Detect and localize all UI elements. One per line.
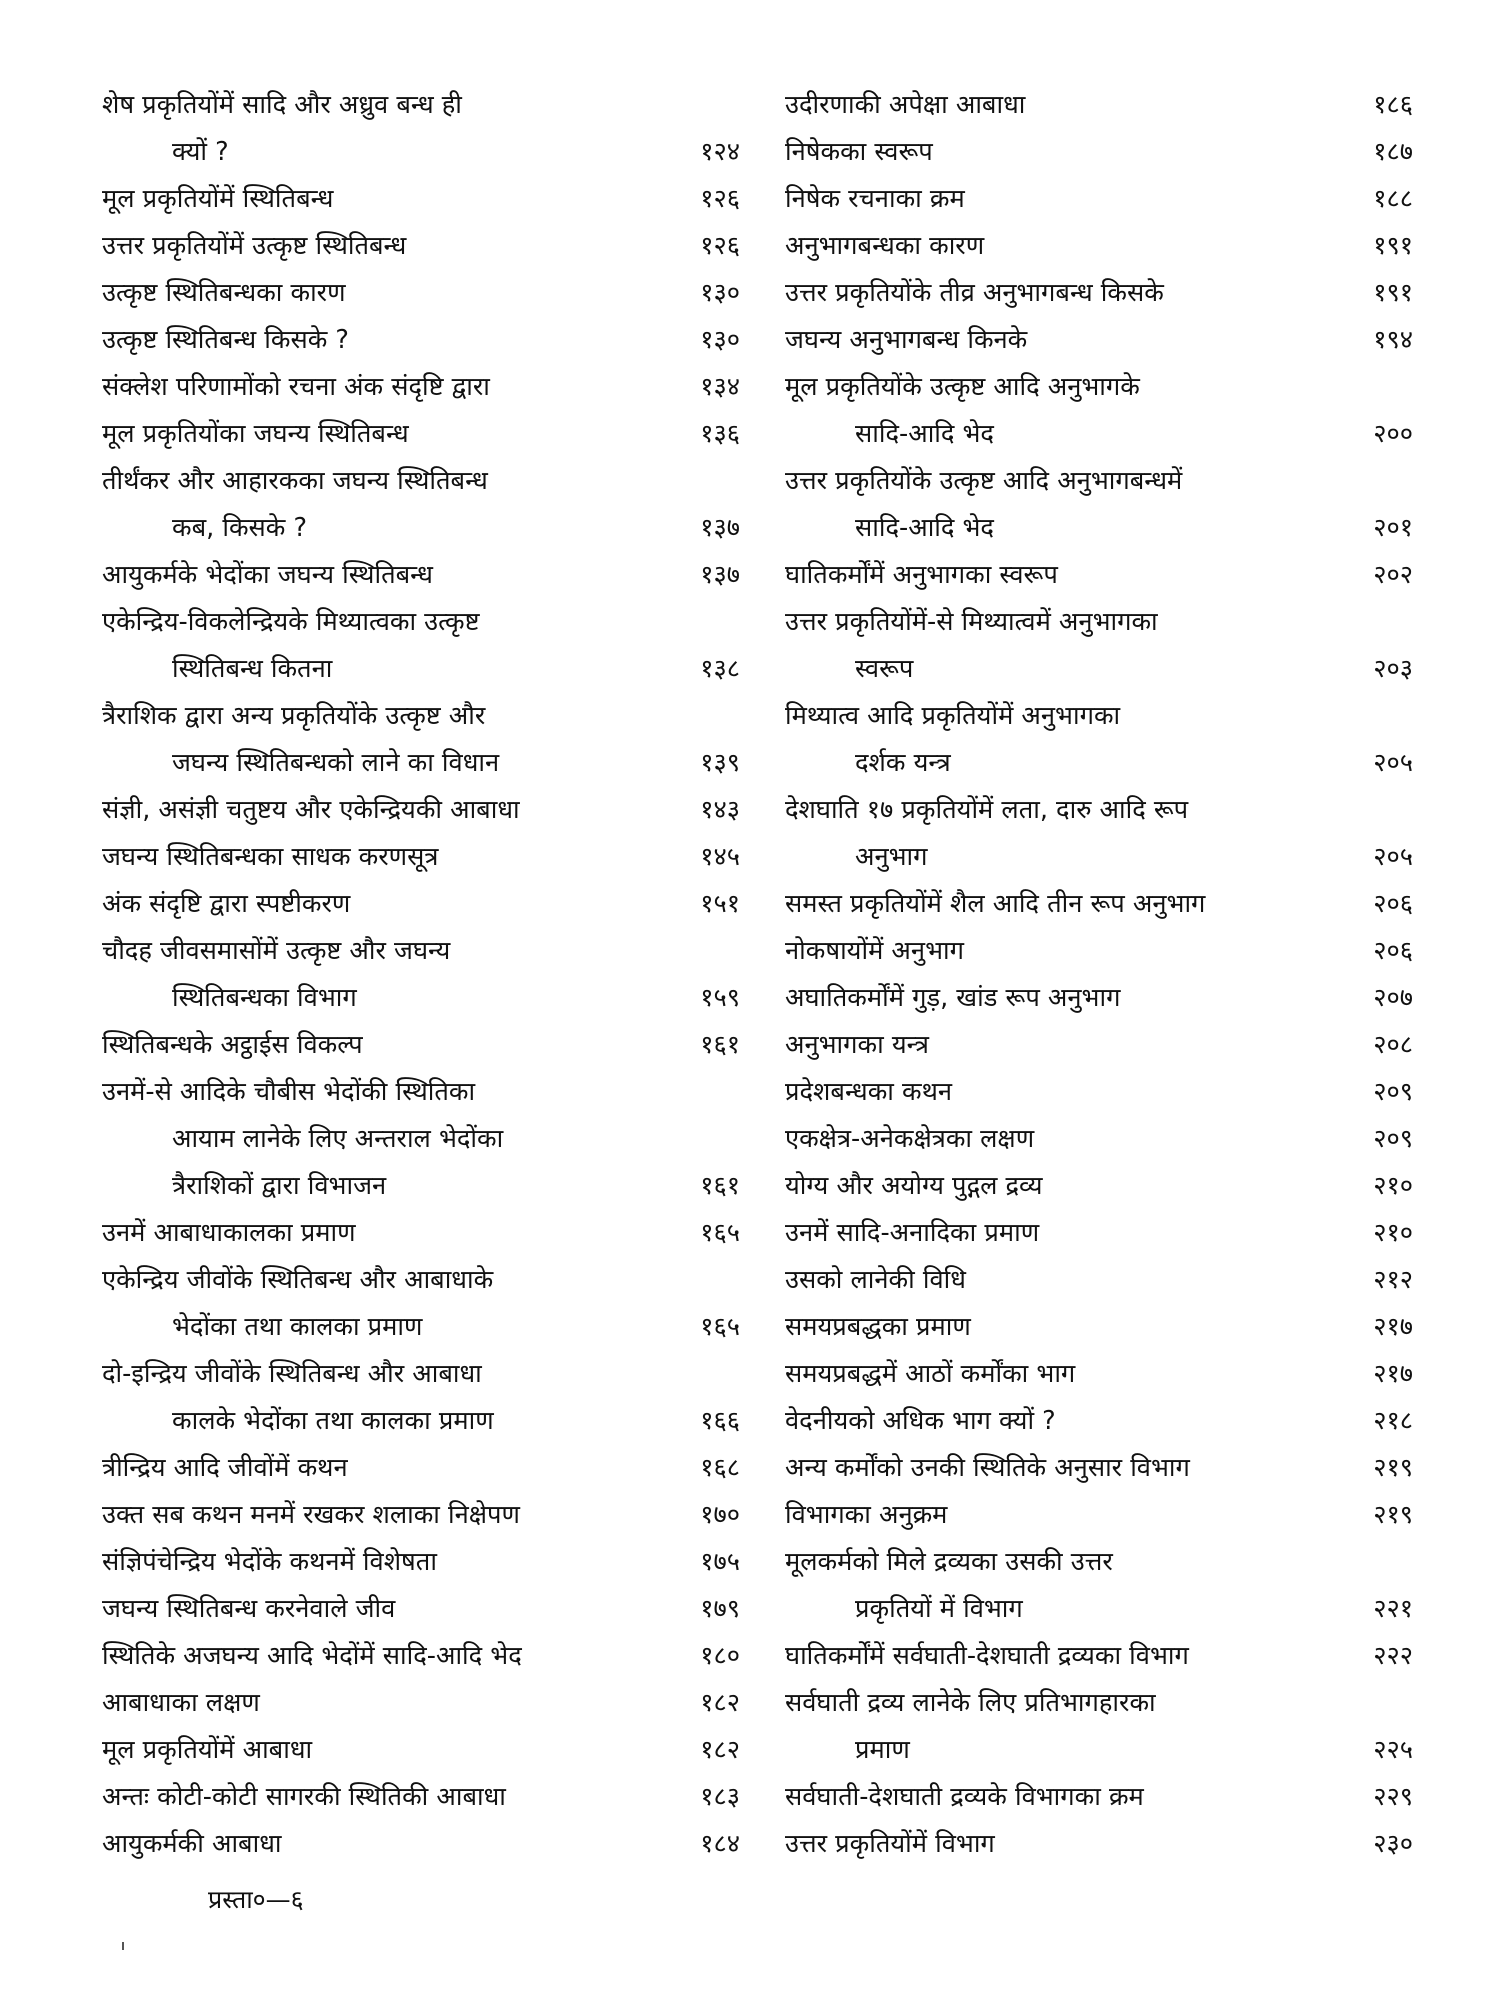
toc-entry-title: मूल प्रकृतियोंका जघन्य स्थितिबन्ध <box>102 419 409 449</box>
toc-entry-title: मूल प्रकृतियोंमें आबाधा <box>102 1735 313 1765</box>
toc-entry <box>102 1492 740 1539</box>
toc-page-number: २२१ <box>1373 1594 1413 1624</box>
toc-entry-line <box>785 1727 1413 1774</box>
toc-page-number: २१९ <box>1373 1453 1413 1483</box>
toc-page-number: १३६ <box>700 419 740 449</box>
toc-entry-title: उत्तर प्रकृतियोंमें विभाग <box>785 1829 995 1859</box>
toc-entry-line <box>785 693 1413 740</box>
toc-entry <box>785 1069 1413 1116</box>
toc-entry <box>785 1774 1413 1821</box>
toc-entry-title: उत्तर प्रकृतियोंमें-से मिथ्यात्वमें अनुभागका <box>785 607 1158 637</box>
toc-entry-line <box>102 928 740 975</box>
toc-entry-line <box>102 317 740 364</box>
toc-page-number: २०९ <box>1373 1077 1413 1107</box>
toc-entry <box>102 1445 740 1492</box>
toc-entry-line <box>102 787 740 834</box>
toc-page-number: २२९ <box>1373 1782 1413 1812</box>
toc-entry-line <box>785 176 1413 223</box>
toc-page-number: १६१ <box>700 1171 740 1201</box>
toc-entry-line <box>102 1116 740 1163</box>
toc-entry-line <box>785 740 1413 787</box>
toc-entry <box>785 82 1413 129</box>
toc-entry-title: जघन्य स्थितिबन्ध करनेवाले जीव <box>102 1594 396 1624</box>
toc-entry <box>102 82 740 176</box>
toc-entry-title: अंक संदृष्टि द्वारा स्पष्टीकरण <box>102 889 351 919</box>
toc-page-number: १८८ <box>1373 184 1413 214</box>
toc-entry-line <box>102 411 740 458</box>
toc-entry-line <box>785 1069 1413 1116</box>
toc-page-number: २०२ <box>1373 560 1413 590</box>
toc-entry-line <box>785 223 1413 270</box>
toc-entry-title: अन्तः कोटी-कोटी सागरकी स्थितिकी आबाधा <box>102 1782 506 1812</box>
toc-entry-title: संज्ञी, असंज्ञी चतुष्टय और एकेन्द्रियकी आबाधा <box>102 795 520 825</box>
toc-entry-title: स्थितिके अजघन्य आदि भेदोंमें सादि-आदि भेद <box>102 1641 522 1671</box>
toc-entry-title: दो-इन्द्रिय जीवोंके स्थितिबन्ध और आबाधा <box>102 1359 482 1389</box>
toc-entry-title: योग्य और अयोग्य पुद्गल द्रव्य <box>785 1171 1043 1201</box>
toc-entry-title: समयप्रबद्धका प्रमाण <box>785 1312 971 1342</box>
toc-entry <box>102 552 740 599</box>
toc-page-number: १८६ <box>1373 90 1413 120</box>
toc-entry <box>102 787 740 834</box>
toc-page-number: १६८ <box>700 1453 740 1483</box>
toc-page-number: १७९ <box>700 1594 740 1624</box>
toc-entry <box>785 552 1413 599</box>
toc-entry <box>785 1163 1413 1210</box>
toc-entry-title: अनुभागबन्धका कारण <box>785 231 985 261</box>
toc-entry <box>102 1022 740 1069</box>
toc-page-number: १३७ <box>700 560 740 590</box>
toc-entry-line <box>785 411 1413 458</box>
toc-entry-title: आयाम लानेके लिए अन्तराल भेदोंका <box>172 1124 504 1154</box>
toc-entry-title: उत्तर प्रकृतियोंके तीव्र अनुभागबन्ध किसके <box>785 278 1164 308</box>
toc-entry <box>102 693 740 787</box>
toc-entry <box>785 693 1413 787</box>
toc-entry-line <box>102 1210 740 1257</box>
toc-page-number: २०५ <box>1373 748 1413 778</box>
toc-page-number: १९१ <box>1373 231 1413 261</box>
toc-entry-line <box>785 129 1413 176</box>
toc-entry-line <box>102 1398 740 1445</box>
toc-page-number: १७० <box>700 1500 740 1530</box>
toc-entry-line <box>785 1398 1413 1445</box>
toc-column-left <box>102 82 740 1868</box>
toc-page-number: १८३ <box>700 1782 740 1812</box>
toc-page-number: १९१ <box>1373 278 1413 308</box>
toc-entry-line <box>102 834 740 881</box>
toc-entry-line <box>785 975 1413 1022</box>
print-speck <box>122 1942 124 1950</box>
toc-entry-title: उनमें-से आदिके चौबीस भेदोंकी स्थितिका <box>102 1077 476 1107</box>
toc-entry <box>785 1539 1413 1633</box>
toc-entry-line <box>102 1774 740 1821</box>
toc-entry-line <box>102 599 740 646</box>
toc-entry-title: नोकषायोंमें अनुभाग <box>785 936 964 966</box>
toc-entry-line <box>102 1727 740 1774</box>
toc-entry <box>785 1492 1413 1539</box>
toc-entry-line <box>785 505 1413 552</box>
toc-entry-title: उक्त सब कथन मनमें रखकर शलाका निक्षेपण <box>102 1500 520 1530</box>
toc-page-number: १२६ <box>700 231 740 261</box>
toc-entry <box>785 1680 1413 1774</box>
printer-signature: प्रस्ता०—६ <box>208 1885 304 1914</box>
toc-entry-line <box>785 458 1413 505</box>
toc-page-number: २२२ <box>1373 1641 1413 1671</box>
toc-entry <box>785 1398 1413 1445</box>
toc-entry-title: सर्वघाती-देशघाती द्रव्यके विभागका क्रम <box>785 1782 1144 1812</box>
toc-entry <box>785 176 1413 223</box>
toc-entry-title: चौदह जीवसमासोंमें उत्कृष्ट और जघन्य <box>102 936 451 966</box>
toc-entry-title: उत्तर प्रकृतियोंमें उत्कृष्ट स्थितिबन्ध <box>102 231 407 261</box>
toc-entry-line <box>785 1492 1413 1539</box>
toc-entry-line <box>102 1492 740 1539</box>
toc-entry-title: प्रमाण <box>855 1735 910 1765</box>
toc-entry-line <box>102 1022 740 1069</box>
toc-entry-line <box>102 646 740 693</box>
toc-entry-title: संक्लेश परिणामोंको रचना अंक संदृष्टि द्वारा <box>102 372 490 402</box>
toc-page-number: २०७ <box>1373 983 1413 1013</box>
toc-entry <box>102 1774 740 1821</box>
toc-entry-title: वेदनीयको अधिक भाग क्यों ? <box>785 1406 1056 1436</box>
toc-entry-line <box>102 129 740 176</box>
toc-entry-line <box>102 1680 740 1727</box>
toc-entry-title: आबाधाका लक्षण <box>102 1688 260 1718</box>
toc-entry-line <box>785 1586 1413 1633</box>
toc-entry <box>785 458 1413 552</box>
toc-page-number: २०९ <box>1373 1124 1413 1154</box>
toc-entry-line <box>785 364 1413 411</box>
toc-entry-line <box>785 1821 1413 1868</box>
toc-entry-line <box>102 82 740 129</box>
toc-entry-line <box>785 1116 1413 1163</box>
toc-entry-title: आयुकर्मके भेदोंका जघन्य स्थितिबन्ध <box>102 560 433 590</box>
toc-entry-title: मूलकर्मको मिले द्रव्यका उसकी उत्तर <box>785 1547 1113 1577</box>
toc-page-number: २०० <box>1373 419 1413 449</box>
toc-entry-title: उत्तर प्रकृतियोंके उत्कृष्ट आदि अनुभागबन्धमें <box>785 466 1183 496</box>
toc-entry-line <box>102 176 740 223</box>
toc-entry-title: विभागका अनुक्रम <box>785 1500 948 1530</box>
toc-entry <box>785 317 1413 364</box>
toc-entry-line <box>785 881 1413 928</box>
toc-entry-line <box>102 1539 740 1586</box>
toc-entry <box>102 458 740 552</box>
toc-page-number: १९४ <box>1373 325 1413 355</box>
toc-page-number: २२५ <box>1373 1735 1413 1765</box>
toc-entry <box>102 1727 740 1774</box>
toc-entry-title: मूल प्रकृतियोंमें स्थितिबन्ध <box>102 184 334 214</box>
toc-entry <box>102 270 740 317</box>
toc-entry-title: घातिकर्मोंमें अनुभागका स्वरूप <box>785 560 1058 590</box>
toc-entry <box>102 223 740 270</box>
toc-entry-line <box>102 1821 740 1868</box>
toc-entry-line <box>785 1163 1413 1210</box>
toc-entry <box>102 1539 740 1586</box>
toc-entry <box>785 1304 1413 1351</box>
toc-entry-line <box>785 1210 1413 1257</box>
toc-entry <box>785 1210 1413 1257</box>
toc-entry-line <box>785 1539 1413 1586</box>
toc-entry-title: मूल प्रकृतियोंके उत्कृष्ट आदि अनुभागके <box>785 372 1140 402</box>
toc-page-number: २०६ <box>1373 936 1413 966</box>
toc-entry-line <box>785 1022 1413 1069</box>
toc-entry <box>102 881 740 928</box>
toc-entry-title: स्वरूप <box>855 654 914 684</box>
toc-entry <box>785 129 1413 176</box>
toc-page-number: १६१ <box>700 1030 740 1060</box>
toc-entry <box>102 1633 740 1680</box>
toc-entry-title: अघातिकर्मोंमें गुड़, खांड रूप अनुभाग <box>785 983 1121 1013</box>
toc-entry <box>102 1257 740 1351</box>
toc-page-number: १३० <box>700 278 740 308</box>
toc-entry-title: स्थितिबन्ध कितना <box>172 654 333 684</box>
toc-entry-title: शेष प्रकृतियोंमें सादि और अध्रुव बन्ध ही <box>102 90 462 120</box>
toc-entry-title: तीर्थंकर और आहारकका जघन्य स्थितिबन्ध <box>102 466 488 496</box>
toc-page-number: १७५ <box>700 1547 740 1577</box>
toc-entry <box>102 834 740 881</box>
toc-entry-title: उनमें आबाधाकालका प्रमाण <box>102 1218 356 1248</box>
toc-page-number: २१८ <box>1373 1406 1413 1436</box>
toc-page-number: २०५ <box>1373 842 1413 872</box>
toc-entry-line <box>102 364 740 411</box>
toc-entry <box>102 1069 740 1210</box>
toc-entry-title: त्रैराशिकों द्वारा विभाजन <box>172 1171 387 1201</box>
toc-page-number: १८० <box>700 1641 740 1671</box>
toc-entry <box>102 1821 740 1868</box>
toc-page-number: २१७ <box>1373 1359 1413 1389</box>
toc-entry-line <box>102 223 740 270</box>
toc-entry-title: जघन्य स्थितिबन्धको लाने का विधान <box>172 748 500 778</box>
toc-page-number: १६५ <box>700 1218 740 1248</box>
toc-entry <box>785 975 1413 1022</box>
toc-entry-title: क्यों ? <box>172 137 229 167</box>
toc-entry-line <box>102 881 740 928</box>
toc-entry-title: सादि-आदि भेद <box>855 513 994 543</box>
toc-entry <box>785 1821 1413 1868</box>
toc-entry-title: सादि-आदि भेद <box>855 419 994 449</box>
toc-entry <box>785 1022 1413 1069</box>
toc-entry-line <box>102 975 740 1022</box>
toc-entry <box>785 1116 1413 1163</box>
toc-entry-title: त्रैराशिक द्वारा अन्य प्रकृतियोंके उत्कृष्ट और <box>102 701 486 731</box>
toc-page-number: २१७ <box>1373 1312 1413 1342</box>
toc-entry-line <box>102 1069 740 1116</box>
toc-entry <box>785 787 1413 881</box>
toc-page-number: १८७ <box>1373 137 1413 167</box>
toc-entry <box>785 881 1413 928</box>
toc-entry <box>102 1586 740 1633</box>
toc-entry-title: कालके भेदोंका तथा कालका प्रमाण <box>172 1406 494 1436</box>
toc-page-number: १५९ <box>700 983 740 1013</box>
toc-entry-title: अन्य कर्मोंको उनकी स्थितिके अनुसार विभाग <box>785 1453 1190 1483</box>
toc-entry <box>785 928 1413 975</box>
toc-entry-title: दर्शक यन्त्र <box>855 748 951 778</box>
toc-entry-line <box>102 1163 740 1210</box>
toc-entry-title: कब, किसके ? <box>172 513 308 543</box>
toc-entry-title: उनमें सादि-अनादिका प्रमाण <box>785 1218 1040 1248</box>
toc-entry <box>785 270 1413 317</box>
toc-entry-line <box>102 1304 740 1351</box>
toc-entry-line <box>785 317 1413 364</box>
toc-page-number: १३० <box>700 325 740 355</box>
toc-entry-line <box>785 270 1413 317</box>
toc-page-number: २०८ <box>1373 1030 1413 1060</box>
toc-page-number: १८२ <box>700 1735 740 1765</box>
toc-entry-title: संज्ञिपंचेन्द्रिय भेदोंके कथनमें विशेषता <box>102 1547 437 1577</box>
toc-entry-title: घातिकर्मोंमें सर्वघाती-देशघाती द्रव्यका विभाग <box>785 1641 1189 1671</box>
toc-page-number: १३८ <box>700 654 740 684</box>
toc-entry-title: उत्कृष्ट स्थितिबन्धका कारण <box>102 278 346 308</box>
toc-entry-line <box>785 1351 1413 1398</box>
toc-page-number: १२६ <box>700 184 740 214</box>
toc-entry-line <box>785 787 1413 834</box>
toc-page-number: १५१ <box>700 889 740 919</box>
toc-page-number: १३७ <box>700 513 740 543</box>
toc-entry <box>102 1351 740 1445</box>
toc-entry-line <box>785 552 1413 599</box>
toc-entry-title: सर्वघाती द्रव्य लानेके लिए प्रतिभागहारका <box>785 1688 1156 1718</box>
toc-page-number: २१९ <box>1373 1500 1413 1530</box>
toc-page-number: २१० <box>1373 1218 1413 1248</box>
toc-entry-title: त्रीन्द्रिय आदि जीवोंमें कथन <box>102 1453 348 1483</box>
toc-entry <box>102 317 740 364</box>
toc-page-number: १८४ <box>700 1829 740 1859</box>
toc-entry-title: भेदोंका तथा कालका प्रमाण <box>172 1312 423 1342</box>
toc-entry-line <box>102 458 740 505</box>
toc-entry-line <box>102 1445 740 1492</box>
toc-entry-title: प्रदेशबन्धका कथन <box>785 1077 953 1107</box>
toc-entry-title: एकेन्द्रिय-विकलेन्द्रियके मिथ्यात्वका उत्कृष्ट <box>102 607 480 637</box>
toc-entry-title: एकेन्द्रिय जीवोंके स्थितिबन्ध और आबाधाके <box>102 1265 494 1295</box>
toc-entry-line <box>785 1445 1413 1492</box>
toc-page-number: १६६ <box>700 1406 740 1436</box>
toc-entry <box>102 599 740 693</box>
toc-entry-line <box>785 834 1413 881</box>
toc-entry <box>785 364 1413 458</box>
toc-entry-title: अनुभाग <box>855 842 928 872</box>
toc-page-number: १३९ <box>700 748 740 778</box>
toc-entry <box>102 1210 740 1257</box>
toc-page-number: २०६ <box>1373 889 1413 919</box>
toc-page-number: २१२ <box>1373 1265 1413 1295</box>
toc-entry-title: आयुकर्मकी आबाधा <box>102 1829 282 1859</box>
toc-entry-title: अनुभागका यन्त्र <box>785 1030 929 1060</box>
toc-entry-line <box>102 270 740 317</box>
toc-entry-title: जघन्य अनुभागबन्ध किनके <box>785 325 1028 355</box>
toc-entry <box>102 176 740 223</box>
toc-entry-line <box>785 1774 1413 1821</box>
toc-entry-line <box>785 1680 1413 1727</box>
toc-entry-title: समस्त प्रकृतियोंमें शैल आदि तीन रूप अनुभाग <box>785 889 1206 919</box>
toc-entry <box>785 1257 1413 1304</box>
toc-page-number: १६५ <box>700 1312 740 1342</box>
toc-entry-title: निषेकका स्वरूप <box>785 137 933 167</box>
toc-entry <box>785 1445 1413 1492</box>
toc-entry-line <box>102 505 740 552</box>
toc-entry-line <box>785 1304 1413 1351</box>
toc-page-number: २०३ <box>1373 654 1413 684</box>
toc-entry <box>785 1351 1413 1398</box>
toc-entry <box>785 599 1413 693</box>
toc-entry-line <box>785 82 1413 129</box>
toc-page-number: १४३ <box>700 795 740 825</box>
toc-entry <box>785 223 1413 270</box>
toc-entry <box>102 364 740 411</box>
toc-entry-title: देशघाति १७ प्रकृतियोंमें लता, दारु आदि रूप <box>785 795 1189 825</box>
toc-page-number: १२४ <box>700 137 740 167</box>
toc-entry-line <box>785 1257 1413 1304</box>
toc-entry <box>102 1680 740 1727</box>
toc-entry-title: स्थितिबन्धके अट्ठाईस विकल्प <box>102 1030 363 1060</box>
toc-page-number: २३० <box>1373 1829 1413 1859</box>
toc-page-number: २०१ <box>1373 513 1413 543</box>
toc-entry-title: प्रकृतियों में विभाग <box>855 1594 1023 1624</box>
toc-entry <box>102 928 740 1022</box>
toc-entry <box>102 411 740 458</box>
toc-entry-title: उत्कृष्ट स्थितिबन्ध किसके ? <box>102 325 349 355</box>
toc-entry-line <box>102 1586 740 1633</box>
toc-page-number: १३४ <box>700 372 740 402</box>
toc-entry-line <box>102 552 740 599</box>
toc-entry-line <box>785 646 1413 693</box>
toc-entry-title: मिथ्यात्व आदि प्रकृतियोंमें अनुभागका <box>785 701 1121 731</box>
toc-entry-line <box>785 928 1413 975</box>
toc-entry-line <box>102 1257 740 1304</box>
toc-page-number: २१० <box>1373 1171 1413 1201</box>
toc-entry-title: समयप्रबद्धमें आठों कर्मोंका भाग <box>785 1359 1076 1389</box>
toc-entry-title: निषेक रचनाका क्रम <box>785 184 965 214</box>
toc-column-right <box>785 82 1413 1868</box>
toc-entry-title: स्थितिबन्धका विभाग <box>172 983 357 1013</box>
toc-entry-line <box>785 599 1413 646</box>
toc-entry-line <box>102 740 740 787</box>
toc-entry-title: उसको लानेकी विधि <box>785 1265 966 1295</box>
toc-entry <box>785 1633 1413 1680</box>
toc-entry-title: एकक्षेत्र-अनेकक्षेत्रका लक्षण <box>785 1124 1035 1154</box>
toc-entry-line <box>102 1633 740 1680</box>
toc-entry-title: जघन्य स्थितिबन्धका साधक करणसूत्र <box>102 842 439 872</box>
toc-page-number: १८२ <box>700 1688 740 1718</box>
toc-entry-line <box>102 693 740 740</box>
toc-entry-line <box>102 1351 740 1398</box>
toc-page-number: १४५ <box>700 842 740 872</box>
toc-entry-line <box>785 1633 1413 1680</box>
toc-entry-title: उदीरणाकी अपेक्षा आबाधा <box>785 90 1026 120</box>
